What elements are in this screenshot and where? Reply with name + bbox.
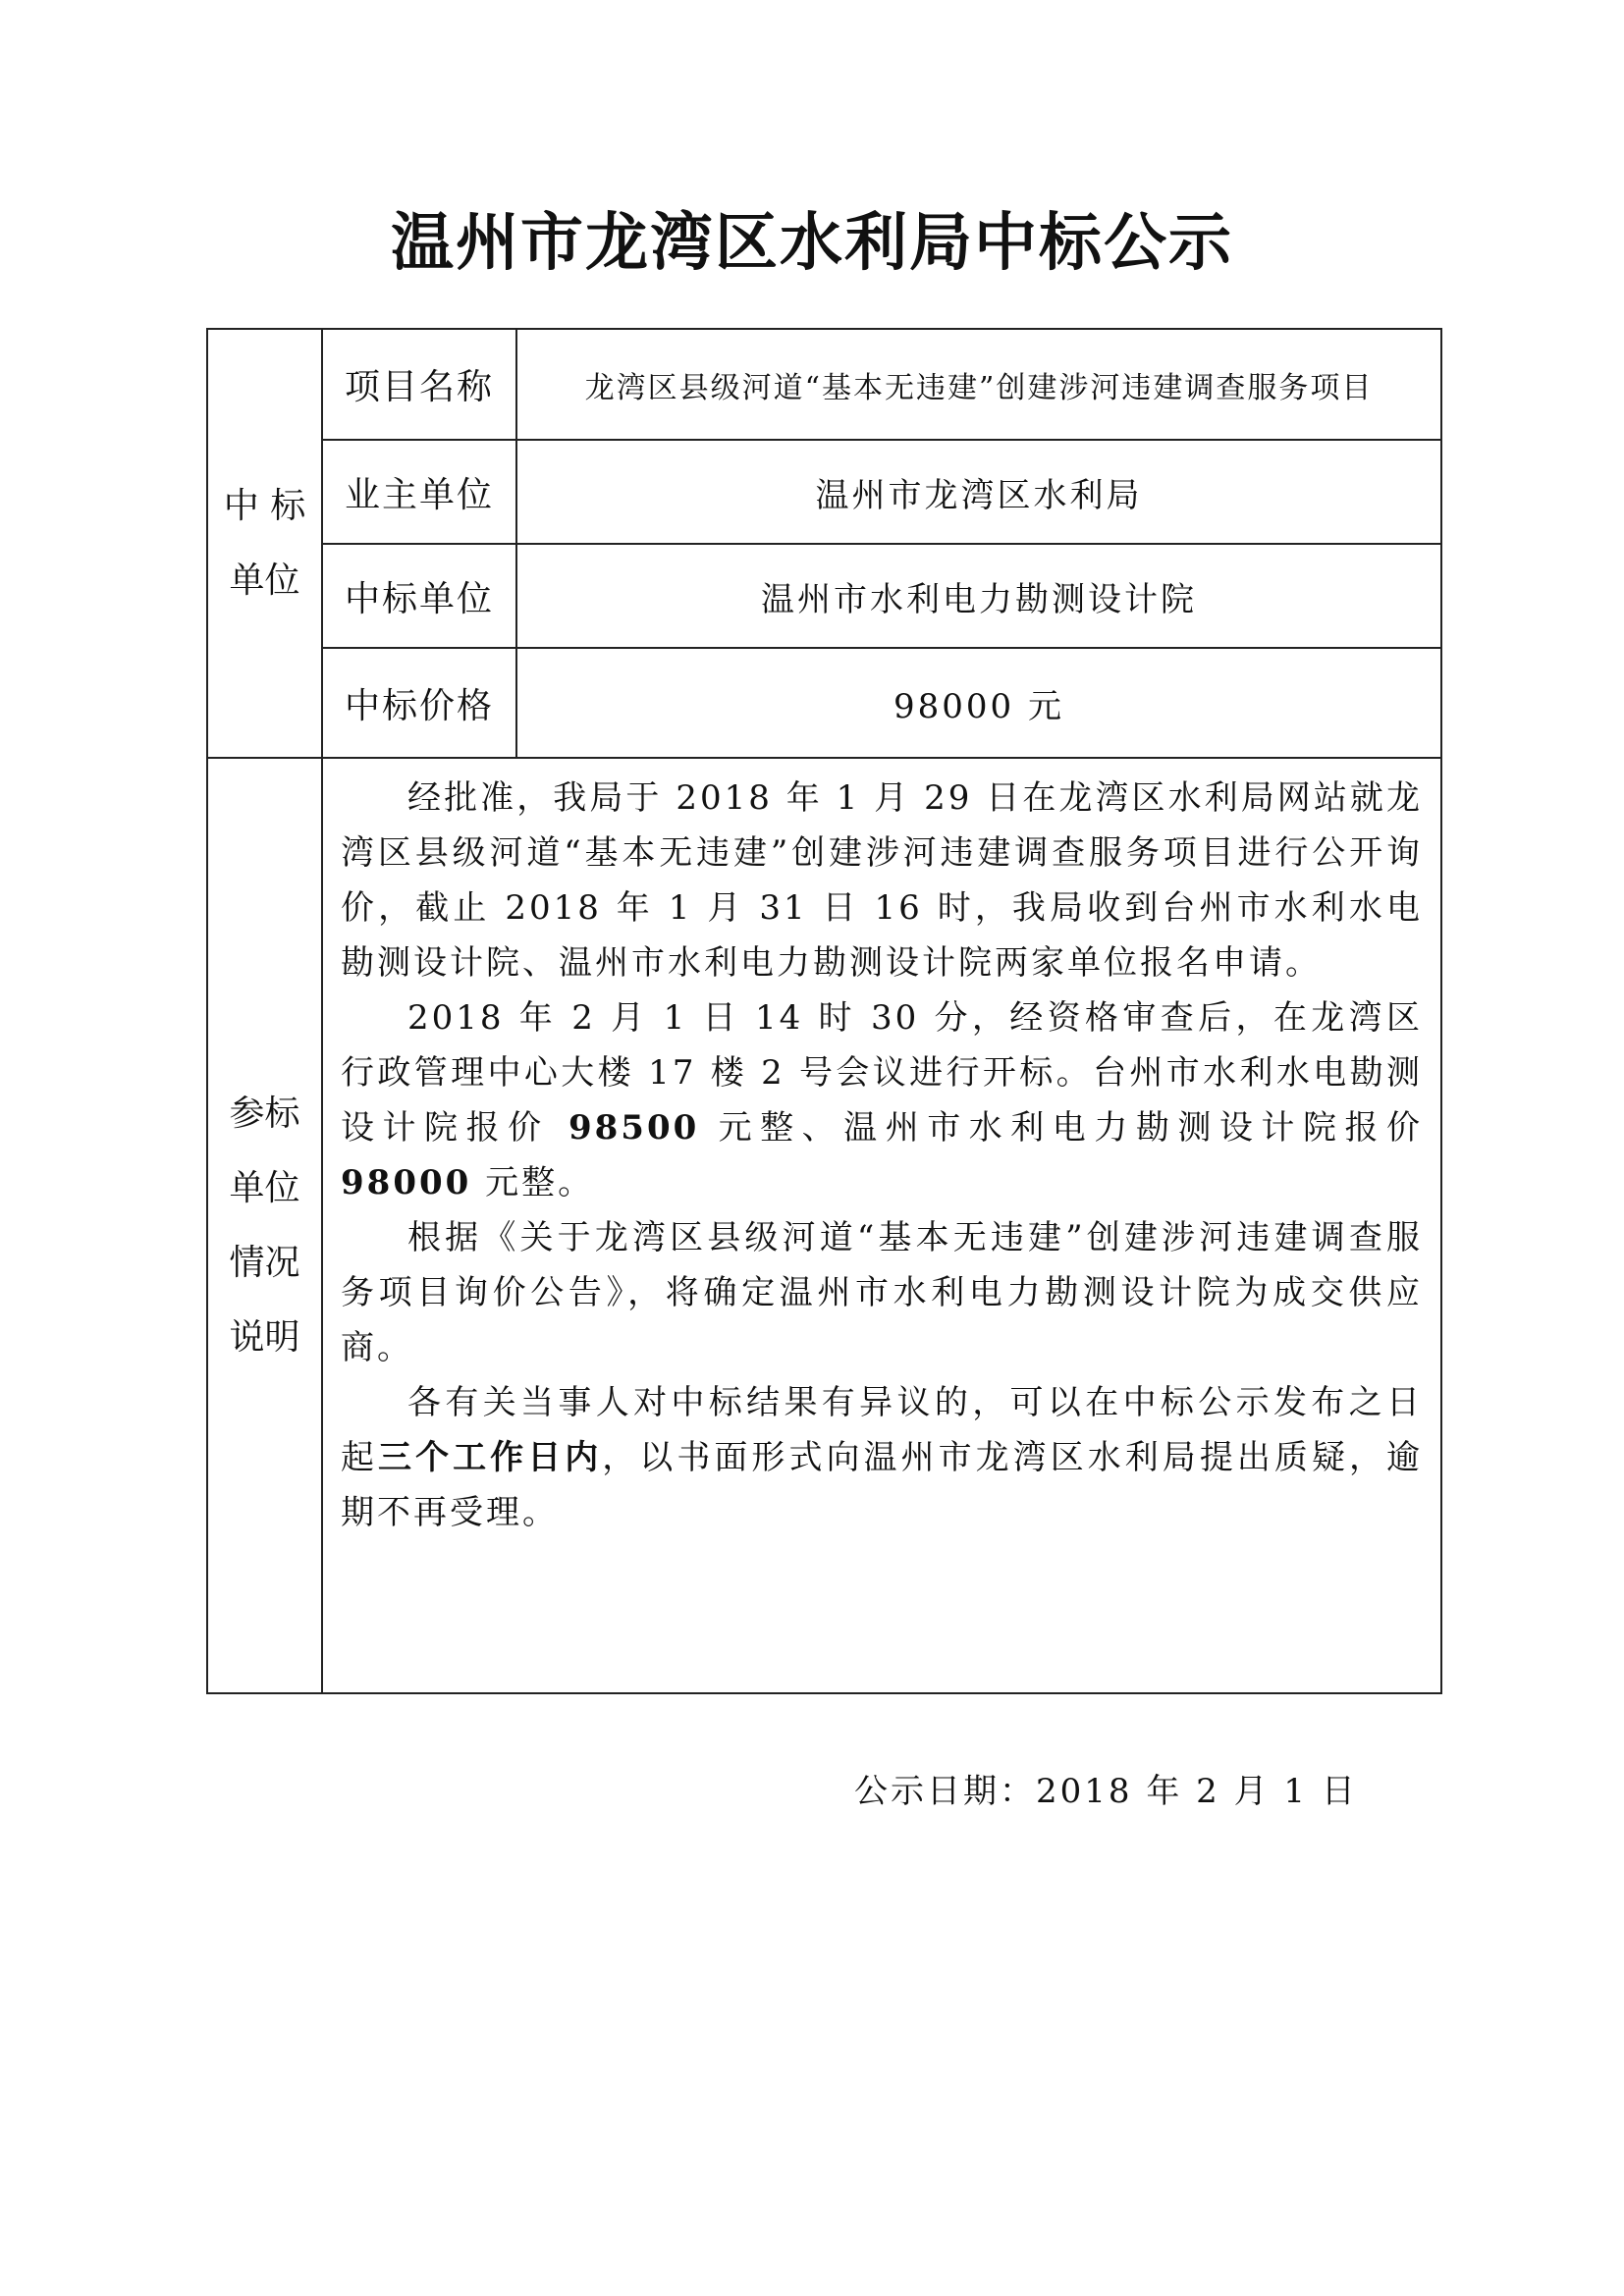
description-cell xyxy=(322,758,1441,1693)
field-value-winning-bidder: 温州市水利电力勘测设计院 xyxy=(516,544,1441,648)
description-text: 2018 年 2 月 1 日 14 时 30 分，经资格审查后，在龙湾区行政管理中心大楼 17 楼 2 号会议进行开标。台州市水利水电勘测设计院报价 xyxy=(341,998,1423,1148)
field-value-owner: 温州市龙湾区水利局 xyxy=(516,440,1441,544)
table-row-bidder-description xyxy=(207,758,1441,1693)
group-label-line: 情况 xyxy=(229,1242,300,1283)
objection-deadline: 三个工作日内 xyxy=(378,1438,603,1477)
field-label-winning-bidder: 中标单位 xyxy=(322,544,516,648)
group-label-line: 参标 xyxy=(229,1093,300,1134)
description-text: 元整、温州市水利电力勘测设计院报价 xyxy=(699,1108,1423,1148)
group-label-line: 单位 xyxy=(229,1167,300,1208)
table-row-winning-bidder xyxy=(207,544,1441,648)
page-title: 温州市龙湾区水利局中标公示 xyxy=(391,207,1233,280)
description-text: 各有关当事人对中标结果有异议的，可以在中标公示发布之日起 xyxy=(341,1383,1423,1477)
table-row-project-name xyxy=(207,329,1441,440)
publication-date: 公示日期：2018 年 2 月 1 日 xyxy=(854,1772,1358,1811)
field-value-winning-price: 98000 元 xyxy=(516,648,1441,758)
bid-price-taizhou: 98500 xyxy=(568,1108,700,1148)
group-label-line: 说明 xyxy=(229,1316,300,1358)
table-row-winning-price xyxy=(207,648,1441,758)
bid-price-wenzhou: 98000 xyxy=(341,1163,472,1202)
group-label-bidders xyxy=(207,758,322,1693)
description-text: 元整。 xyxy=(471,1163,595,1202)
table-row-owner xyxy=(207,440,1441,544)
field-value-project-name: 龙湾区县级河道“基本无违建”创建涉河违建调查服务项目 xyxy=(516,329,1441,440)
notice-table xyxy=(206,328,1442,1694)
group-label-winner xyxy=(207,329,322,758)
description-text: ，以书面形式向温州市龙湾区水利局提出质疑，逾期不再受理。 xyxy=(341,1438,1424,1532)
field-label-winning-price: 中标价格 xyxy=(322,648,516,758)
description-paragraph-2 xyxy=(341,990,1423,1210)
group-label-line: 单位 xyxy=(229,560,300,601)
description-paragraph-3: 根据《关于龙湾区县级河道“基本无违建”创建涉河违建调查服务项目询价公告》，将确定温州市水利电力勘测设计院为成交供应商。 xyxy=(341,1218,1423,1367)
field-label-owner: 业主单位 xyxy=(322,440,516,544)
description-paragraph-4 xyxy=(341,1375,1423,1540)
description-paragraph-1: 经批准，我局于 2018 年 1 月 29 日在龙湾区水利局网站就龙湾区县级河道“基本无违建”创建涉河违建调查服务项目进行公开询价，截止 2018 年 1 月 31 日 16 时，我局收到台州市水利水电勘测设计院、温州市水利电力勘测设计院两家单位报名申请。 xyxy=(341,778,1423,983)
field-label-project-name: 项目名称 xyxy=(322,329,516,440)
group-label-line: 中 标 xyxy=(223,485,306,526)
